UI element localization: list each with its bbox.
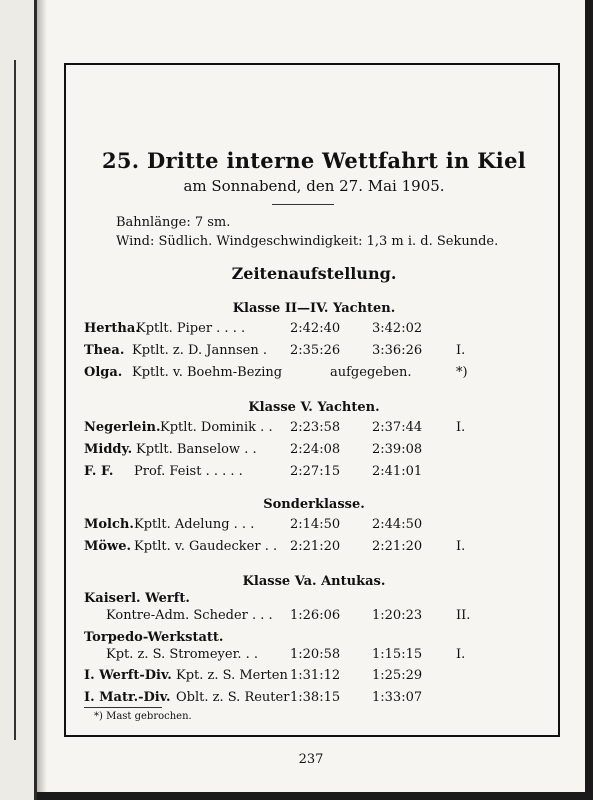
start-time: 1:31:12 — [290, 668, 341, 683]
yacht-name: Molch. — [84, 517, 134, 532]
facing-page-frame — [0, 60, 16, 740]
owner: Kptlt. v. Gaudecker . . — [134, 539, 278, 554]
status: aufgegeben. — [330, 365, 412, 380]
owner: Prof. Feist . . . . . — [134, 464, 243, 479]
result-row — [84, 517, 544, 537]
book-page — [37, 0, 585, 792]
finish-time: 1:15:15 — [372, 647, 423, 662]
yacht-name: Möwe. — [84, 539, 132, 554]
owner: Oblt. z. S. Reuter — [176, 690, 290, 705]
page-title: 25. Dritte interne Wettfahrt in Kiel — [101, 148, 527, 173]
finish-time: 1:33:07 — [372, 690, 423, 705]
yacht-name: F. F. — [84, 464, 114, 479]
owner: Kpt. z. S. Stromeyer. . . — [106, 647, 259, 662]
finish-time: 1:20:23 — [372, 608, 423, 623]
yacht-name: Thea. — [84, 343, 125, 358]
finish-time: 2:37:44 — [372, 420, 423, 435]
finish-time: 3:36:26 — [372, 343, 423, 358]
page-number: 237 — [298, 752, 324, 767]
result-row — [84, 668, 544, 688]
owner: Kpt. z. S. Merten — [176, 668, 288, 683]
prize-note: I. — [456, 539, 466, 554]
yacht-name: Hertha. — [84, 321, 140, 336]
title-divider — [272, 204, 334, 205]
start-time: 2:27:15 — [290, 464, 341, 479]
yacht-name: Middy. — [84, 442, 133, 457]
start-time: 1:20:58 — [290, 647, 341, 662]
wind-info: Wind: Südlich. Windgeschwindigkeit: 1,3 m i. d. Sekunde. — [116, 234, 499, 249]
owner: Kptlt. v. Boehm-Bezing — [132, 365, 283, 380]
finish-time: 3:42:02 — [372, 321, 423, 336]
start-time: 2:14:50 — [290, 517, 341, 532]
page-subtitle: am Sonnabend, den 27. Mai 1905. — [183, 177, 445, 195]
page-frame — [64, 63, 560, 737]
result-row — [84, 464, 544, 484]
entry-name: Torpedo-Werkstatt. — [84, 630, 224, 645]
start-time: 2:23:58 — [290, 420, 341, 435]
owner: Kptlt. z. D. Jannsen . — [132, 343, 267, 358]
owner: Kptlt. Piper . . . . — [136, 321, 246, 336]
result-row — [84, 343, 544, 363]
footnote: *) Mast gebrochen. — [94, 711, 192, 722]
yacht-name: Negerlein. — [84, 420, 161, 435]
result-row — [84, 321, 544, 341]
result-row — [84, 442, 544, 462]
results-heading: Zeitenaufstellung. — [231, 264, 397, 283]
prize-note: I. — [456, 647, 466, 662]
prize-note: I. — [456, 343, 466, 358]
owner: Kptlt. Banselow . . — [136, 442, 257, 457]
start-time: 2:35:26 — [290, 343, 341, 358]
course-length: Bahnlänge: 7 sm. — [116, 215, 231, 230]
finish-time: 2:21:20 — [372, 539, 423, 554]
start-time: 2:21:20 — [290, 539, 341, 554]
section-title: Klasse V. Yachten. — [248, 400, 380, 415]
finish-time: 2:41:01 — [372, 464, 423, 479]
start-time: 1:38:15 — [290, 690, 341, 705]
entry-name: I. Werft-Div. — [84, 668, 172, 683]
prize-note: *) — [456, 365, 468, 380]
prize-note: II. — [456, 608, 471, 623]
yacht-name: Olga. — [84, 365, 123, 380]
facing-page-edge — [0, 0, 37, 800]
book-spine-shadow — [37, 0, 47, 792]
footnote-divider — [84, 707, 162, 708]
owner: Kptlt. Adelung . . . — [134, 517, 255, 532]
section-title: Klasse Va. Antukas. — [242, 574, 386, 589]
result-row — [84, 365, 544, 385]
owner: Kontre-Adm. Scheder . . . — [106, 608, 273, 623]
start-time: 2:24:08 — [290, 442, 341, 457]
finish-time: 2:44:50 — [372, 517, 423, 532]
section-title: Klasse II—IV. Yachten. — [232, 301, 396, 316]
section-title: Sonderklasse. — [263, 497, 365, 512]
result-row — [84, 420, 544, 440]
result-row — [84, 647, 544, 667]
entry-name: Kaiserl. Werft. — [84, 591, 190, 606]
start-time: 2:42:40 — [290, 321, 341, 336]
result-row — [84, 539, 544, 559]
start-time: 1:26:06 — [290, 608, 341, 623]
result-row — [84, 608, 544, 628]
finish-time: 1:25:29 — [372, 668, 423, 683]
owner: Kptlt. Dominik . . — [160, 420, 273, 435]
entry-name: I. Matr.-Div. — [84, 690, 171, 705]
prize-note: I. — [456, 420, 466, 435]
finish-time: 2:39:08 — [372, 442, 423, 457]
